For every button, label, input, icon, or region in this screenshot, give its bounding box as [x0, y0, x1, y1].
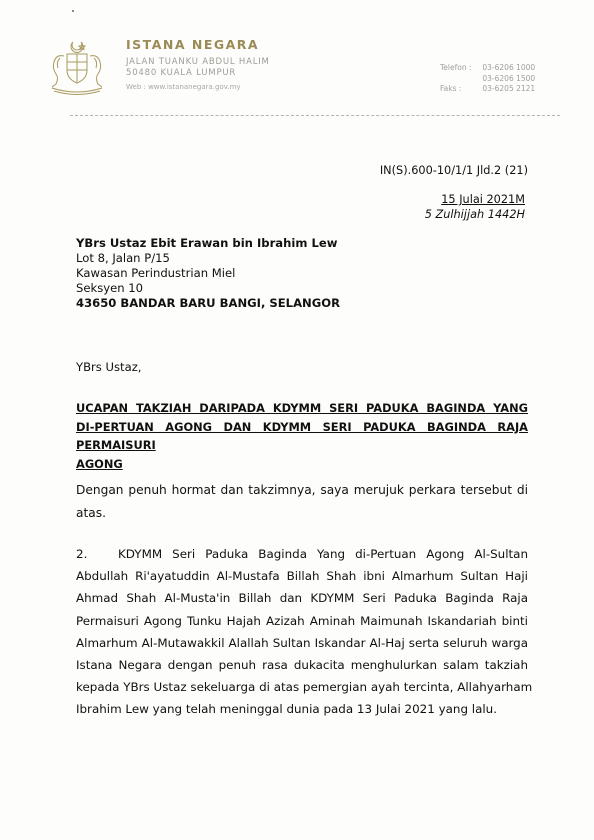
- date-gregorian: 15 Julai 2021M: [441, 193, 525, 206]
- subject-line: DI-PERTUAN AGONG DAN KDYMM SERI PADUKA BAGINDA RAJA PERMAISURI: [76, 419, 528, 452]
- paragraph-line: [76, 543, 528, 565]
- letterhead-contacts: [440, 63, 535, 95]
- letterhead-name: ISTANA NEGARA: [126, 37, 260, 52]
- letterhead-divider: [70, 115, 560, 116]
- contact-row: [440, 63, 535, 74]
- paragraph-1: [76, 479, 528, 525]
- recipient-name: YBrs Ustaz Ebit Erawan bin Ibrahim Lew: [76, 236, 338, 250]
- coat-of-arms-icon: [40, 38, 114, 96]
- contact-row: [440, 74, 535, 85]
- subject-line: UCAPAN TAKZIAH DARIPADA KDYMM SERI PADUKA BAGINDA YANG: [76, 401, 528, 415]
- salutation: YBrs Ustaz,: [76, 360, 142, 374]
- paragraph-line: Permaisuri Agong Tunku Hajah Azizah Aminah Maimunah Iskandariah binti: [76, 613, 528, 628]
- paragraph-line: Dengan penuh hormat dan takzimnya, saya merujuk perkara tersebut di: [76, 483, 528, 497]
- paragraph-number: 2.: [76, 547, 88, 561]
- paragraph-line: Ibrahim Lew yang telah meninggal dunia pada 13 Julai 2021 yang lalu.: [76, 702, 497, 717]
- letterhead-address-line-2: 50480 KUALA LUMPUR: [126, 68, 237, 78]
- paragraph-line: Istana Negara dengan penuh rasa dukacita menghulurkan salam takziah: [76, 658, 528, 673]
- reference-number: IN(S).600-10/1/1 Jld.2 (21): [379, 164, 528, 177]
- recipient-address: [76, 236, 340, 311]
- letterhead-website: Web : www.istananegara.gov.my: [126, 83, 241, 91]
- paragraph-line: Abdullah Ri'ayatuddin Al-Mustafa Billah Shah ibni Almarhum Sultan Haji: [76, 569, 528, 584]
- letterhead-address-line-1: JALAN TUANKU ABDUL HALIM: [126, 57, 270, 67]
- recipient-address-line: Lot 8, Jalan P/15: [76, 251, 170, 265]
- paragraph-line: kepada YBrs Ustaz sekeluarga di atas pemergian ayah tercinta, Allahyarham: [76, 680, 533, 695]
- subject-line: AGONG: [76, 456, 123, 471]
- recipient-address-line: Seksyen 10: [76, 281, 144, 295]
- paragraph-line-text: KDYMM Seri Paduka Baginda Yang di-Pertuan Agong Al-Sultan: [118, 547, 528, 561]
- paper-speck: [72, 10, 74, 12]
- contact-value: 03-6206 1500: [482, 73, 536, 83]
- paragraph-line: Almarhum Al-Mutawakkil Alallah Sultan Iskandar Al-Haj serta seluruh warga: [76, 635, 528, 650]
- contact-value: 03-6206 1000: [482, 63, 536, 72]
- contact-label: Telefon :: [440, 63, 472, 72]
- recipient-postcode-city: 43650 BANDAR BARU BANGI, SELANGOR: [76, 296, 341, 310]
- contact-label: Faks :: [440, 84, 462, 93]
- letter-subject: [76, 399, 528, 473]
- recipient-address-line: Kawasan Perindustrian Miel: [76, 266, 236, 280]
- paragraph-line: atas.: [76, 506, 106, 520]
- contact-row: [440, 84, 535, 95]
- date-hijri: 5 Zulhijjah 1442H: [424, 208, 525, 221]
- contact-value: 03-6205 2121: [482, 84, 536, 93]
- paragraph-2: [76, 543, 533, 721]
- paragraph-line: Ahmad Shah Al-Musta'in Billah dan KDYMM Seri Paduka Baginda Raja: [76, 591, 528, 606]
